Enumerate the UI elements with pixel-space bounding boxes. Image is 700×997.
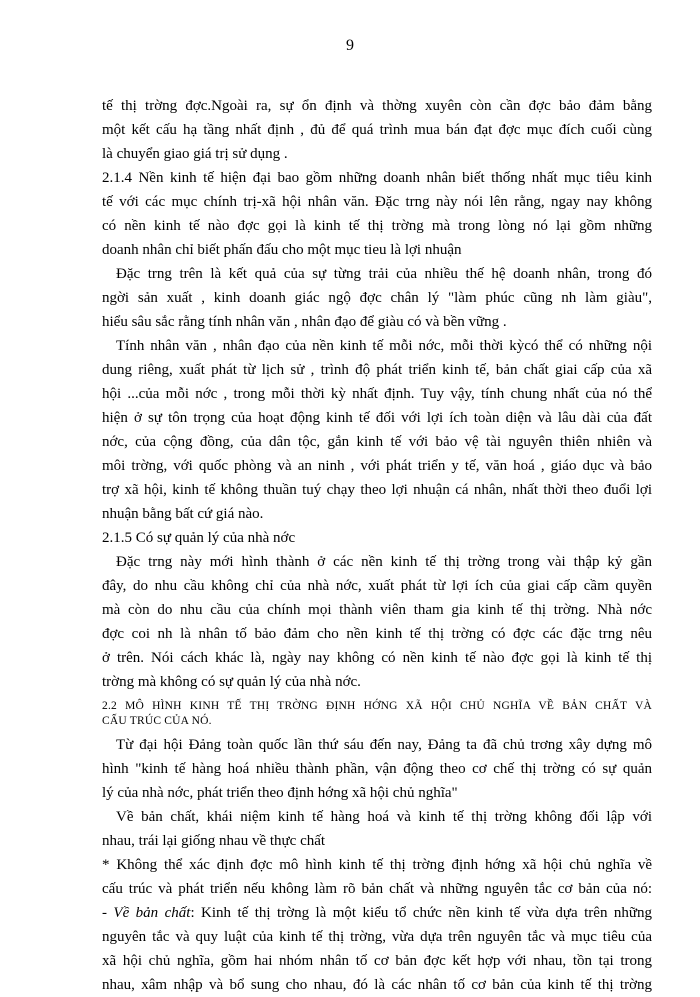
text-line: Về bản chất, khái niệm kinh tế hàng hoá và kinh tế thị trờng không đối lập với (116, 809, 652, 825)
text-line: nớc, của cộng đồng, của dân tộc, gắn kinh tế với bảo vệ tài nguyên thiên nhiên và (102, 434, 652, 450)
text-line: một kết cấu hạ tầng nhất định , đủ để quá trình mua bán đạt đợc mục đích cuối cùng (102, 122, 652, 138)
section-2-1-5-heading: 2.1.5 Có sự quản lý của nhà nớc (102, 530, 296, 546)
text-line: tế thị trờng đợc.Ngoài ra, sự ổn định và thờng xuyên còn cần đợc bảo đảm bằng (102, 98, 652, 114)
text-line: lý của nhà nớc, phát triển theo định hớng xã hội chủ nghĩa" (102, 785, 458, 801)
ban-chat-line (102, 901, 652, 925)
text-line: hình "kinh tế hàng hoá nhiều thành phần, vận động theo cơ chế thị trờng có sự quản (102, 761, 652, 777)
text-line: dung riêng, xuất phát từ lịch sử , trình độ phát triển kinh tế, bản chất giai cấp của xã (102, 362, 652, 378)
text-line: doanh nhân chỉ biết phấn đấu cho một mục tieu là lợi nhuận (102, 242, 462, 258)
section-2-2-heading-cont: CẤU TRÚC CỦA NÓ. (102, 715, 212, 727)
text-line: mà còn do nhu cầu của chính mọi thành viên tham gia kinh tế thị trờng. Nhà nớc (102, 602, 652, 618)
text-line: nhuận bằng bất cứ giá nào. (102, 506, 264, 522)
text-line: Tính nhân văn , nhân đạo của nền kinh tế mỗi nớc, mỗi thời kỳcó thể có những nội (116, 338, 652, 354)
text-line: tế với các mục chính trị-xã hội nhân văn. Đặc trng này nói lên rằng, ngay nay không (102, 194, 652, 210)
text-line: đây, do nhu cầu không chỉ của nhà nớc, xuất phát từ lợi ích của giai cấp cầm quyền (102, 578, 652, 594)
text-line: hiện ở sự tôn trọng của hoạt động kinh tế đối với lợi ích toàn diện và lâu dài của đất (102, 410, 652, 426)
text-line: nguyên tắc và quy luật của kinh tế thị trờng, vừa dựa trên nguyên tắc và mục tiêu của (102, 929, 652, 945)
text-line: là chuyển giao giá trị sử dụng . (102, 146, 288, 162)
text-line: đợc coi nh là nhân tố bảo đảm cho nền kinh tế thị trờng có đợc các đặc trng nêu (102, 626, 652, 642)
text-line: nhau, xâm nhập và bổ sung cho nhau, đó là các nhân tố cơ bản của kinh tế thị trờng (102, 977, 652, 993)
section-2-1-4-heading: 2.1.4 Nền kinh tế hiện đại bao gồm những doanh nhân biết thống nhất mục tiêu kinh (102, 170, 652, 186)
text-line: hội ...của mỗi nớc , trong mỗi thời kỳ nhất định. Tuy vậy, tính chung nhất của nó thể (102, 386, 652, 402)
text-line: môi trờng, với quốc phòng và an ninh , với phát triển y tế, văn hoá , giáo dục và bảo (102, 458, 652, 474)
page-number: 9 (346, 37, 354, 54)
text-line: nhau, trái lại giống nhau về thực chất (102, 833, 326, 849)
text-line: xã hội chủ nghĩa, gồm hai nhóm nhân tố cơ bản đợc kết hợp với nhau, tồn tại trong (102, 953, 652, 969)
text-line: cấu trúc và phát triển nếu không làm rõ bản chất và những nguyên tắc cơ bản của nó: (102, 881, 652, 897)
text-line: Đặc trng trên là kết quả của sự từng trải của nhiều thế hệ doanh nhân, trong đó (116, 266, 652, 282)
text-line: Từ đại hội Đảng toàn quốc lần thứ sáu đến nay, Đảng ta đã chủ trơng xây dựng mô (116, 737, 652, 753)
section-2-2-heading: 2.2 MÔ HÌNH KINH TẾ THỊ TRỜNG ĐỊNH HỚNG XÃ HỘI CHỦ NGHĨA VỀ BẢN CHẤT VÀ (102, 700, 652, 712)
text-line: ở trên. Nói cách khác là, ngày nay không có nền kinh tế nào đợc gọi là kinh tế thị (102, 650, 652, 666)
text-line: ngời sản xuất , kinh doanh giác ngộ đợc chân lý "làm phúc cũng nh làm giàu", (102, 290, 652, 306)
text-line: trợ xã hội, kinh tế không thuần tuý chạy theo lợi nhuận cá nhân, nhất thời theo đuổi lợi (102, 482, 652, 498)
ban-chat-label: - Về bản chất (102, 905, 191, 921)
text-line: * Không thể xác định đợc mô hình kinh tế thị trờng định hớng xã hội chủ nghĩa về (102, 857, 652, 873)
document-body (102, 94, 652, 997)
text-line: Đặc trng này mới hình thành ở các nền kinh tế thị trờng trong vài thập kỷ gần (116, 554, 652, 570)
ban-chat-text: : Kinh tế thị trờng là một kiểu tổ chức nền kinh tế vừa dựa trên những (190, 905, 653, 921)
text-line: có nền kinh tế nào đợc gọi là kinh tế thị trờng mà trong lòng nó lại gồm những (102, 218, 652, 234)
text-line: hiểu sâu sắc rằng tính nhân văn , nhân đạo để giàu có và bền vững . (102, 314, 507, 330)
text-line: trờng mà không có sự quản lý của nhà nớc. (102, 674, 361, 690)
